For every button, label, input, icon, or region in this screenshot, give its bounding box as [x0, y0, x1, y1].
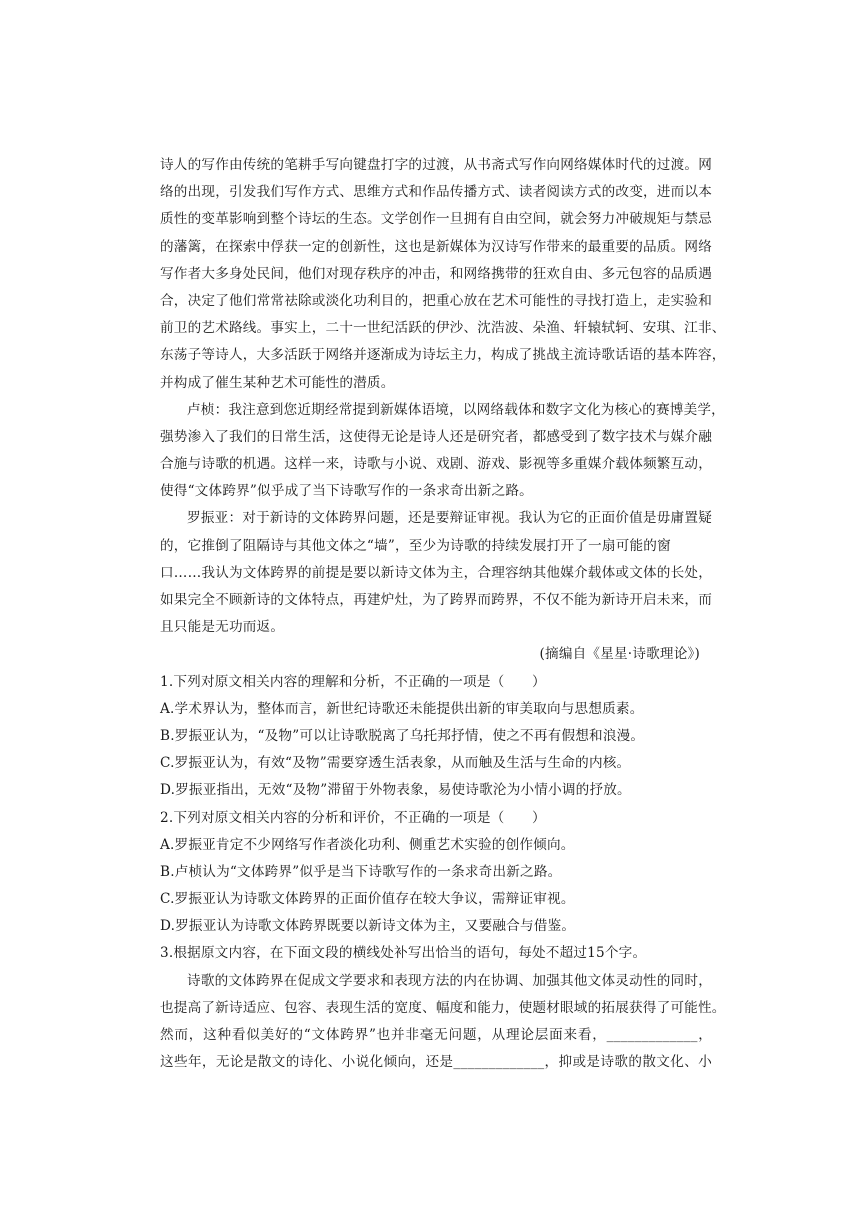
question-stem: 2.下列对原文相关内容的分析和评价，不正确的一项是（ ）	[160, 809, 546, 826]
option-c: C.罗振亚认为，有效“及物”需要穿透生活表象，从而触及生活与生命的内核。	[160, 755, 631, 772]
text-line: 东荡子等诗人，大多活跃于网络并逐渐成为诗坛主力，构成了挑战主流诗歌话语的基本阵容，	[160, 347, 726, 364]
option-d: D.罗振亚指出，无效“及物”滞留于外物表象，易使诗歌沦为小情小调的抒放。	[160, 782, 631, 799]
text-line: 这些年，无论是散文的诗化、小说化倾向，还是_____________，抑或是诗歌的散文化、小	[160, 1054, 712, 1071]
text-line: 前卫的艺术路线。事实上，二十一世纪活跃的伊沙、沈浩波、朵渔、轩辕轼轲、安琪、江非、	[160, 320, 726, 337]
text-line: 合，决定了他们常常祛除或淡化功利目的，把重心放在艺术可能性的寻找打造上，走实验和	[160, 292, 712, 309]
option-a: A.学术界认为，整体而言，新世纪诗歌还未能提供出新的审美取向与思想质素。	[160, 700, 644, 717]
option-b: B.罗振亚认为，“及物”可以让诗歌脱离了乌托邦抒情，使之不再有假想和浪漫。	[160, 727, 645, 744]
text-line: 合施与诗歌的机遇。这样一来，诗歌与小说、戏剧、游戏、影视等多重媒介载体频繁互动，	[160, 456, 712, 473]
passage-part1	[160, 152, 726, 397]
passage-part2	[160, 397, 725, 506]
text-line: 然而，这种看似美好的“文体跨界”也并非毫无问题，从理论层面来看，_____________，	[160, 1027, 712, 1043]
text-line: 的藩篱，在探索中俘获一定的创新性，这也是新媒体为汉诗写作带来的最重要的品质。网络	[160, 238, 712, 255]
question-2	[160, 805, 712, 941]
text-line: 并构成了催生某种艺术可能性的潜质。	[160, 374, 395, 391]
question-stem: 1.下列对原文相关内容的理解和分析，不正确的一项是（ ）	[160, 673, 546, 690]
document-page	[160, 152, 726, 1076]
text-line: 也提高了新诗适应、包容、表现生活的宽度、幅度和能力，使题材眼域的拓展获得了可能性。	[160, 999, 726, 1016]
text-line: 口……我认为文体跨界的前提是要以新诗文体为主，合理容纳其他媒介载体或文体的长处，	[160, 564, 712, 581]
question-stem: 3.根据原文内容，在下面文段的横线处补写出恰当的语句，每处不超过15个字。	[160, 945, 647, 962]
text-line: 质性的变革影响到整个诗坛的生态。文学创作一旦拥有自由空间，就会努力冲破规矩与禁忌	[160, 211, 712, 228]
question-1	[160, 669, 712, 805]
text-line: 如果完全不顾新诗的文体特点，再建炉灶，为了跨界而跨界，不仅不能为新诗开启未来，而	[160, 592, 712, 608]
source-citation: (摘编自《星星·诗歌理论》)	[539, 646, 700, 663]
option-c: C.罗振亚认为诗歌文体跨界的正面价值存在较大争议，需辩证审视。	[160, 891, 575, 908]
text-line: 罗振亚：对于新诗的文体跨界问题，还是要辩证审视。我认为它的正面价值是毋庸置疑	[187, 510, 712, 527]
text-line: 强势渗入了我们的日常生活，这使得无论是诗人还是研究者，都感受到了数字技术与媒介融	[160, 428, 712, 445]
text-line: 的，它推倒了阻隔诗与其他文体之“墙”，至少为诗歌的持续发展打开了一扇可能的窗	[160, 537, 671, 554]
text-line: 诗歌的文体跨界在促成文学要求和表现方法的内在协调、加强其他文体灵动性的同时，	[187, 972, 712, 989]
option-d: D.罗振亚认为诗歌文体跨界既要以新诗文体为主，又要融合与借鉴。	[160, 918, 576, 935]
text-line: 使得“文体跨界”似乎成了当下诗歌写作的一条求奇出新之路。	[160, 483, 533, 500]
question-3	[160, 940, 726, 1076]
option-b: B.卢桢认为“文体跨界”似乎是当下诗歌写作的一条求奇出新之路。	[160, 863, 562, 880]
text-line: 且只能是无功而返。	[160, 619, 285, 636]
text-line: 诗人的写作由传统的笔耕手写向键盘打字的过渡，从书斋式写作向网络媒体时代的过渡。网	[160, 157, 712, 173]
text-line: 络的出现，引发我们写作方式、思维方式和作品传播方式、读者阅读方式的改变，进而以本	[160, 184, 712, 201]
option-a: A.罗振亚肯定不少网络写作者淡化功利、侧重艺术实验的创作倾向。	[160, 836, 575, 853]
text-line: 卢桢：我注意到您近期经常提到新媒体语境，以网络载体和数字文化为核心的赛博美学，	[187, 401, 725, 418]
passage-part3	[160, 505, 712, 641]
text-line: 写作者大多身处民间，他们对现存秩序的冲击，和网络携带的狂欢自由、多元包容的品质遇	[160, 265, 712, 282]
